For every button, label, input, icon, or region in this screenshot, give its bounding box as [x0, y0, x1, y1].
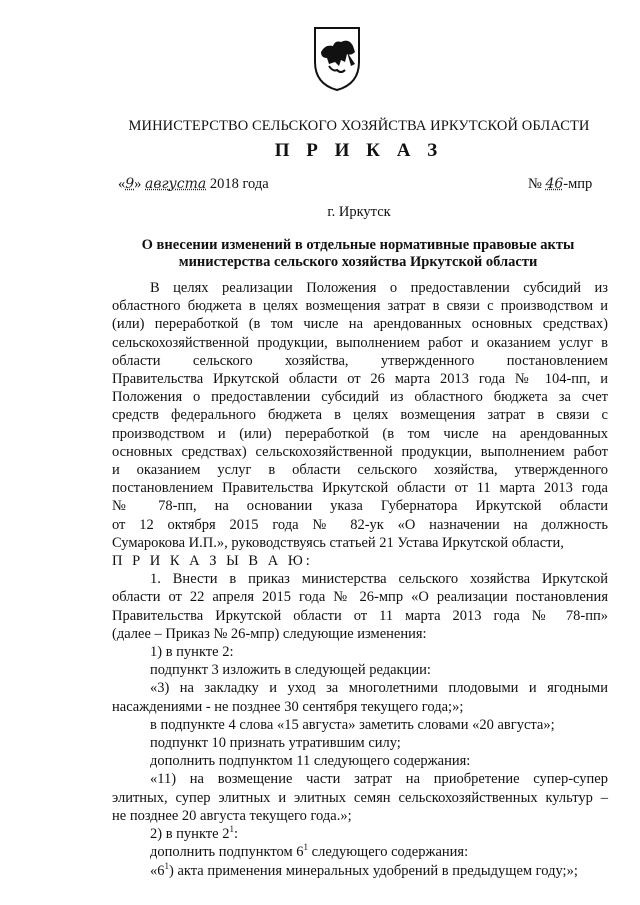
text-line: от 12 октября 2015 года № 82-ук «О назначении на должность — [112, 516, 608, 533]
text-line: «3) на закладку и уход за многолетними плодовыми и ягодными — [150, 680, 608, 697]
heading-line-1: О внесении изменений в отдельные нормативные правовые акты — [141, 237, 575, 253]
text-line: элитных, супер элитных и элитных семян сельскохозяйственных культур – — [112, 789, 608, 806]
text-line: Правительства Иркутской области от 11 марта 2013 года № 78-пп» — [112, 607, 608, 624]
orders-word: П Р И К А З Ы В А Ю: — [112, 553, 313, 570]
text-line: № 78-пп, на основании указа Губернатора Иркутской области — [112, 498, 608, 515]
text-line: области от 22 апреля 2015 года № 26-мпр «О реализации постановления — [112, 589, 608, 606]
subitem-point-2: 1) в пункте 2: — [150, 644, 234, 661]
order-number — [528, 176, 592, 193]
text-line: Правительства Иркутской области от 26 марта 2013 года № 104-пп, и — [112, 371, 608, 388]
text-line: производством и (или) переработкой (в том числе на арендованных — [112, 425, 608, 442]
document-body — [112, 279, 608, 880]
paragraph-item-1 — [112, 570, 608, 643]
superscript: 1 — [229, 824, 234, 835]
text-part: следующего содержания: — [308, 844, 469, 861]
city: г. Иркутск — [327, 204, 391, 220]
subitem-11-intro: дополнить подпунктом 11 следующего содержания: — [150, 753, 471, 770]
date-day: 9 — [125, 176, 135, 192]
text-part: «6 — [150, 862, 165, 879]
text-line: средств федерального бюджета в целях возмещения затрат в связи с — [112, 407, 608, 424]
text-line: насаждениями - не позднее 30 сентября текущего года;»; — [112, 698, 464, 715]
text-line: Сумарокова И.П.», руководствуясь статьей 21 Устава Иркутской области, — [112, 534, 564, 551]
text-line: областного бюджета в целях возмещения затрат в связи с производством и — [112, 298, 608, 315]
order-date — [118, 176, 269, 193]
paragraph-preamble — [112, 279, 608, 552]
text-part: 2) в пункте 2 — [150, 826, 230, 843]
text-line: основных средствах) сельскохозяйственной продукции, выполнением работ — [112, 443, 608, 460]
number-value: 46 — [545, 176, 564, 192]
text-line: области сельского хозяйства, утвержденного постановлением — [112, 352, 608, 369]
superscript: 1 — [164, 860, 169, 871]
date-close-quote: » — [134, 176, 142, 192]
subitem-10: подпункт 10 признать утратившим силу; — [150, 735, 401, 752]
text-line: В целях реализации Положения о предоставлении субсидий из — [150, 280, 608, 296]
text-line: постановлением Правительства Иркутской области от 11 марта 2013 года — [112, 480, 608, 497]
text-line: и оказанием услуг в области сельского хозяйства, утвержденного — [112, 462, 608, 479]
subitem-point-2-1 — [112, 825, 608, 843]
text-line: (или) переработкой (в том числе на арендованных основных средствах) — [112, 316, 608, 333]
text-line: не позднее 20 августа текущего года.»; — [112, 807, 352, 824]
text-part: дополнить подпунктом 6 — [150, 844, 304, 861]
date-open-quote: « — [118, 176, 126, 192]
document-heading — [108, 237, 608, 271]
date-month: августа — [145, 176, 207, 192]
date-year: 2018 года — [209, 176, 269, 192]
subitem-4: в подпункте 4 слова «15 августа» заметить словами «20 августа»; — [150, 716, 555, 733]
text-line: сельскохозяйственной продукции, выполнением работ и оказанием услуг в — [112, 334, 608, 351]
text-part: : — [233, 826, 238, 843]
order-title: П Р И К А З — [274, 140, 444, 161]
text-line: (далее – Приказ № 26-мпр) следующие изменения: — [112, 625, 427, 642]
subitem-6-1-intro — [112, 843, 608, 861]
superscript: 1 — [303, 842, 309, 853]
subitem-3-intro: подпункт 3 изложить в следующей редакции: — [150, 662, 431, 679]
heading-line-2: министерства сельского хозяйства Иркутской области — [178, 254, 538, 270]
number-prefix: № — [528, 176, 542, 192]
coat-of-arms-icon — [311, 22, 363, 92]
text-line: «11) на возмещение части затрат на приобретение супер-супер — [150, 771, 608, 788]
text-line: Положения о предоставлении субсидий из областного бюджета за счет — [112, 389, 608, 406]
text-line: 1. Внести в приказ министерства сельского хозяйства Иркутской — [150, 571, 608, 588]
text-part: ) акта применения минеральных удобрений в предыдущем году;»; — [169, 862, 578, 879]
subitem-6-1-quote — [112, 862, 608, 880]
ministry-name: МИНИСТЕРСТВО СЕЛЬСКОГО ХОЗЯЙСТВА ИРКУТСКОЙ ОБЛАСТИ — [128, 118, 590, 134]
number-suffix: -мпр — [563, 176, 593, 192]
